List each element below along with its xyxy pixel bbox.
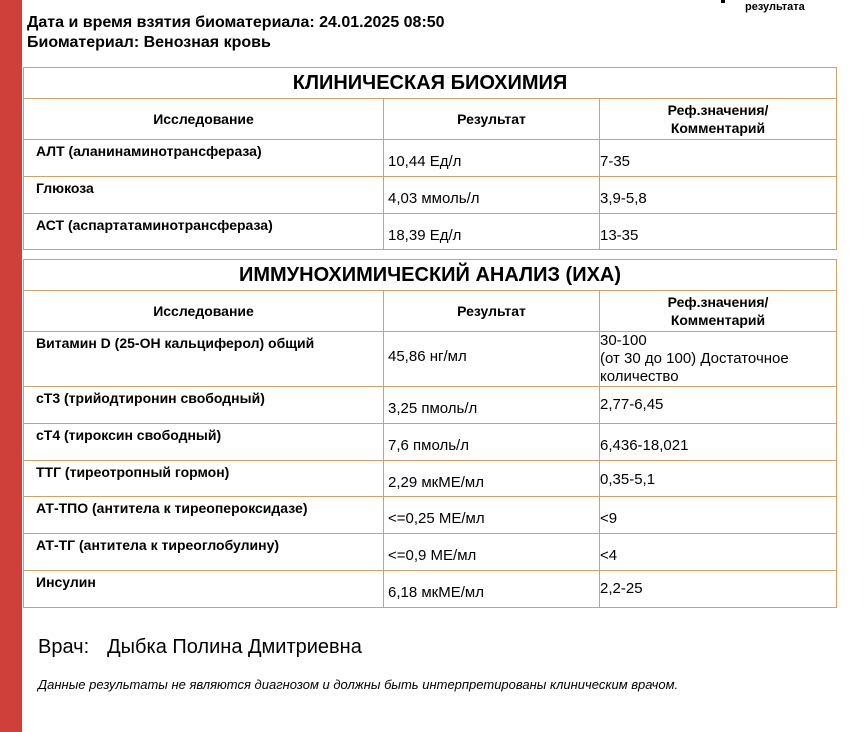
corner-mark bbox=[721, 0, 725, 3]
table-row bbox=[24, 424, 837, 461]
test-result: 4,03 ммоль/л bbox=[388, 190, 480, 207]
test-ref-line2: (от 30 до 100) Достаточное bbox=[600, 350, 789, 367]
test-ref: 13-35 bbox=[600, 227, 639, 244]
table-row bbox=[24, 332, 837, 387]
column-header-row bbox=[24, 291, 837, 332]
column-header-row bbox=[24, 99, 837, 140]
table-row bbox=[24, 387, 837, 424]
biomaterial: Биоматериал: Венозная кровь bbox=[27, 34, 271, 51]
table-row bbox=[24, 461, 837, 497]
col-result-header: Результат bbox=[384, 291, 600, 332]
test-result: 3,25 пмоль/л bbox=[388, 400, 478, 417]
table-row bbox=[24, 140, 837, 177]
table-row bbox=[24, 214, 837, 250]
col-ref-header bbox=[600, 291, 837, 332]
sample-datetime: Дата и время взятия биоматериала: 24.01.2025 08:50 bbox=[27, 14, 445, 31]
table-row bbox=[24, 571, 837, 608]
test-name: Витамин D (25-OH кальциферол) общий bbox=[36, 335, 315, 351]
test-result: 7,6 пмоль/л bbox=[388, 437, 469, 454]
test-name: АСТ (аспартатаминотрансфераза) bbox=[36, 217, 273, 233]
section-title: ИММУНОХИМИЧЕСКИЙ АНАЛИЗ (ИХА) bbox=[24, 260, 837, 291]
test-ref-line3: количество bbox=[600, 368, 679, 385]
doctor-line bbox=[38, 636, 362, 659]
test-name: АТ-ТПО (антитела к тиреопероксидазе) bbox=[36, 500, 308, 516]
col-test-header: Исследование bbox=[24, 99, 384, 140]
test-name: сТ4 (тироксин свободный) bbox=[36, 427, 222, 443]
test-ref: <9 bbox=[600, 510, 618, 527]
test-ref: 7-35 bbox=[600, 153, 631, 170]
test-name: сТ3 (трийодтиронин свободный) bbox=[36, 390, 265, 406]
test-result: 10,44 Ед/л bbox=[388, 153, 462, 170]
section-title: КЛИНИЧЕСКАЯ БИОХИМИЯ bbox=[24, 68, 837, 99]
col-ref-header bbox=[600, 99, 837, 140]
col-ref-header-line2: Комментарий bbox=[670, 120, 766, 136]
test-ref: 0,35-5,1 bbox=[600, 471, 656, 488]
test-ref bbox=[600, 332, 836, 386]
left-margin-bar bbox=[0, 0, 22, 732]
doctor-label: Врач: bbox=[38, 636, 90, 658]
test-ref: 6,436-18,021 bbox=[600, 437, 689, 454]
test-result: <=0,9 МЕ/мл bbox=[388, 547, 477, 564]
col-result-header: Результат bbox=[384, 99, 600, 140]
test-name: Глюкоза bbox=[36, 180, 94, 196]
test-result: <=0,25 МЕ/мл bbox=[388, 510, 485, 527]
test-name: АЛТ (аланинаминотрансфераза) bbox=[36, 143, 262, 159]
biochemistry-table bbox=[23, 67, 837, 250]
table-row bbox=[24, 177, 837, 214]
col-ref-header-line1: Реф.значения/ bbox=[667, 102, 769, 118]
test-ref: 2,2-25 bbox=[600, 580, 643, 597]
test-result: 45,86 нг/мл bbox=[388, 348, 467, 365]
test-result: 6,18 мкМЕ/мл bbox=[388, 584, 484, 601]
test-ref: <4 bbox=[600, 547, 618, 564]
immunochemistry-table bbox=[23, 259, 837, 608]
corner-label: результата bbox=[745, 1, 805, 13]
test-result: 2,29 мкМЕ/мл bbox=[388, 474, 484, 491]
test-name: ТТГ (тиреотропный гормон) bbox=[36, 464, 230, 480]
col-test-header: Исследование bbox=[24, 291, 384, 332]
col-ref-header-line1: Реф.значения/ bbox=[667, 294, 769, 310]
test-ref: 3,9-5,8 bbox=[600, 190, 647, 207]
test-ref-line1: 30-100 bbox=[600, 332, 647, 349]
test-ref: 2,77-6,45 bbox=[600, 396, 664, 413]
doctor-name: Дыбка Полина Дмитриевна bbox=[107, 636, 362, 658]
table-row bbox=[24, 497, 837, 534]
test-name: Инсулин bbox=[36, 574, 96, 590]
test-name: АТ-ТГ (антитела к тиреоглобулину) bbox=[36, 537, 280, 553]
col-ref-header-line2: Комментарий bbox=[670, 312, 766, 328]
disclaimer: Данные результаты не являются диагнозом и должны быть интерпретированы клиническим врачом. bbox=[38, 677, 679, 692]
table-row bbox=[24, 534, 837, 571]
test-result: 18,39 Ед/л bbox=[388, 227, 462, 244]
